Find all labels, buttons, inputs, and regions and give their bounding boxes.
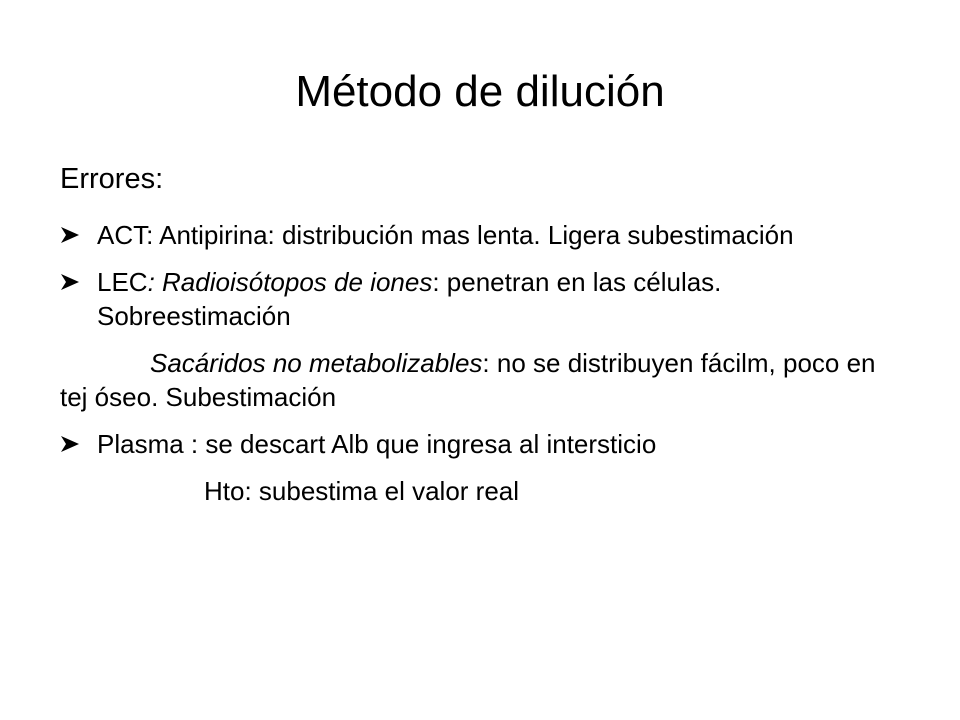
hto-line: Hto: subestima el valor real bbox=[204, 476, 520, 506]
errors-heading: Errores: bbox=[60, 163, 164, 195]
saccharides-italic: Sacáridos no metabolizables bbox=[150, 348, 483, 378]
bullet-act-text: ACT: Antipirina: distribución mas lenta. Ligera subestimación bbox=[97, 220, 794, 250]
slide-body bbox=[60, 160, 910, 508]
arrowhead-bullet-icon bbox=[60, 226, 80, 244]
bullet-plasma bbox=[60, 427, 910, 461]
bullet-lec bbox=[60, 265, 910, 333]
bullet-act bbox=[60, 218, 910, 252]
arrowhead-bullet-icon bbox=[60, 435, 80, 453]
slide-title: Método de dilución bbox=[295, 67, 665, 116]
saccharides-suffix: : no se distribuyen fácilm, poco en tej óseo. Subestimación bbox=[60, 348, 876, 412]
saccharides-paragraph bbox=[60, 346, 910, 414]
arrowhead-bullet-icon bbox=[60, 273, 80, 291]
bullet-plasma-text: Plasma : se descart Alb que ingresa al intersticio bbox=[97, 429, 657, 459]
bullet-lec-suffix: : penetran en las células. Sobreestimación bbox=[97, 267, 722, 331]
bullet-lec-prefix: LEC bbox=[97, 267, 148, 297]
bullet-lec-italic: : Radioisótopos de iones bbox=[147, 267, 433, 297]
